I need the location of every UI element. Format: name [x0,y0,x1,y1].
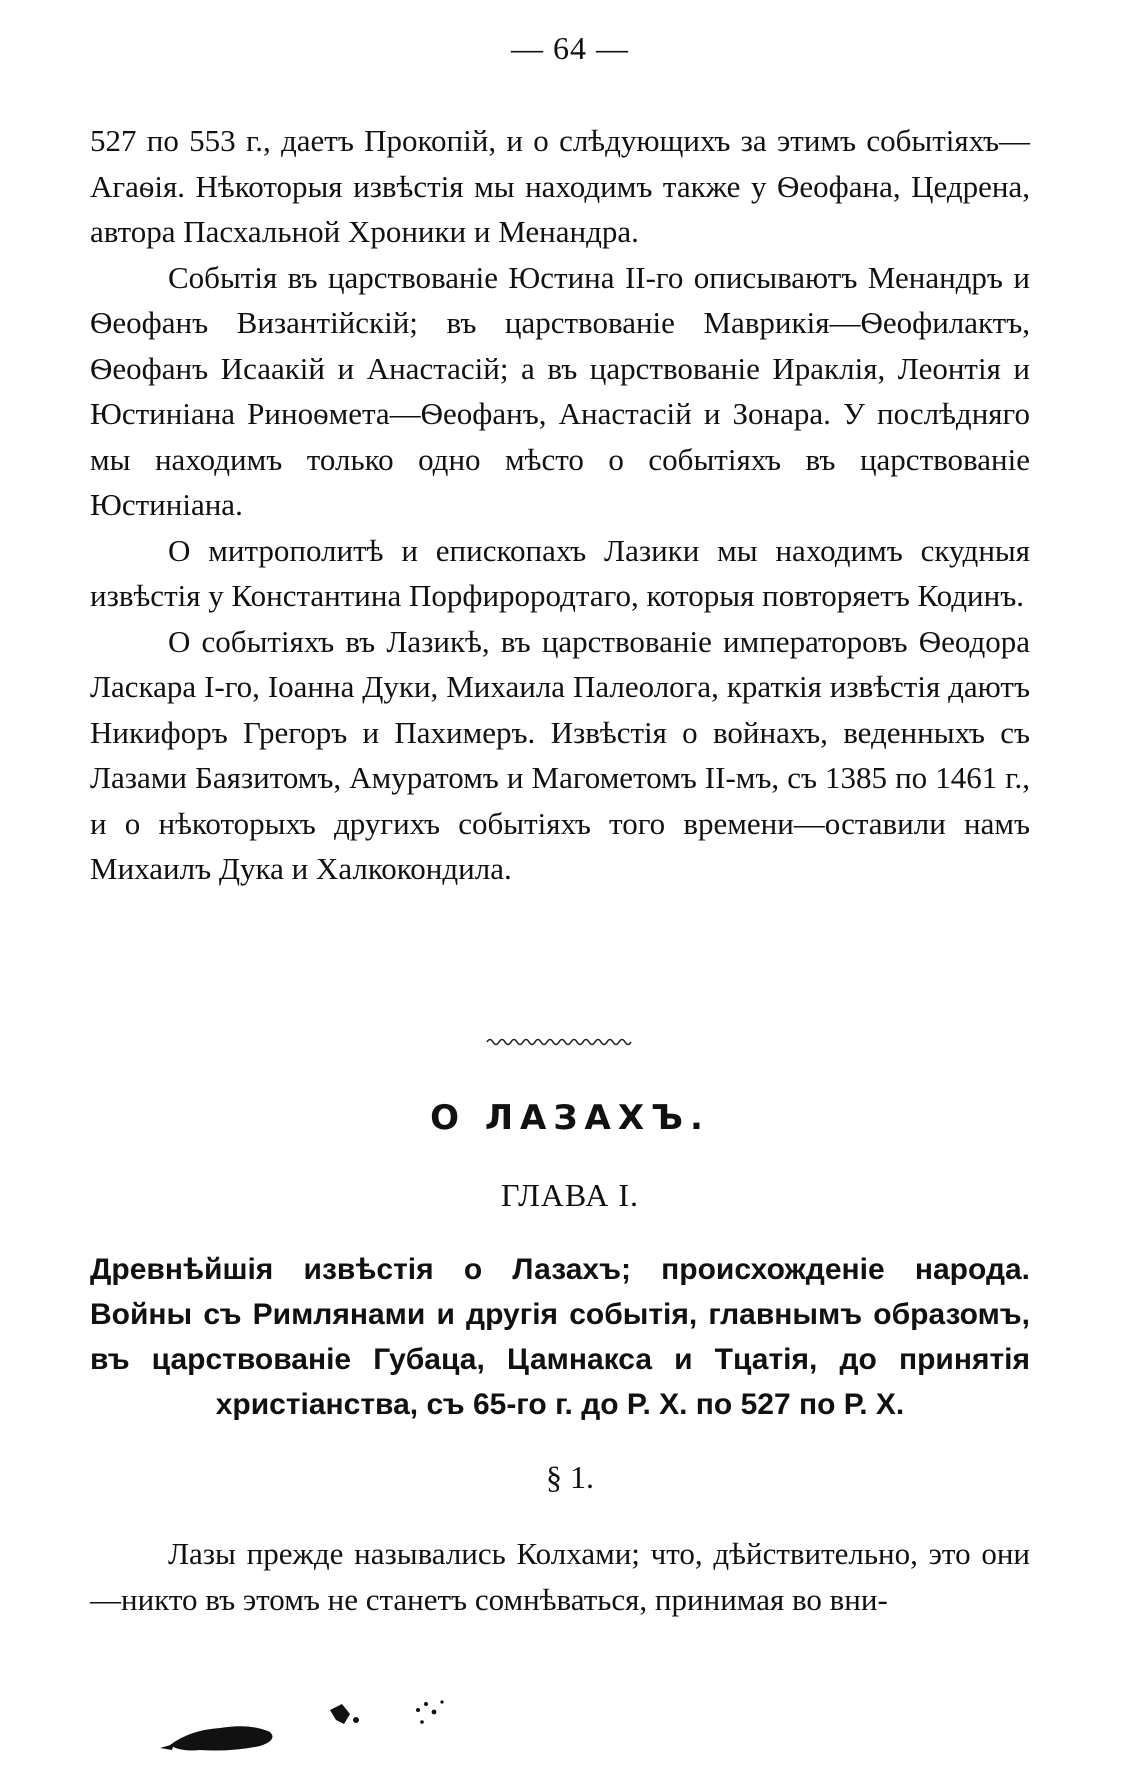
chapter-summary: Древнѣйшія извѣстія о Лазахъ; происхожденіе народа. Войны съ Римлянами и другія событія, главнымъ образомъ, въ царствованіе Губаца, Цамнакса и Тцатія, до принятія христіанства, съ 65-го г. до Р. Х. по 527 по Р. Х. [90,1253,1030,1421]
paragraph-sources-justin: Событія въ царствованіе Юстина II-го описываютъ Менандръ и Ѳеофанъ Византійскій; въ царствованіе Маврикія—Ѳеофилактъ, Ѳеофанъ Исаакій и Анастасій; а въ царствованіе Ираклія, Леонтія и Юстиніана Риноѳмета—Ѳеофанъ, Анастасій и Зонара. У послѣдняго мы находимъ только одно мѣсто о событіяхъ въ царствованіе Юстиніана. [90,259,1030,522]
chapter-title: ГЛАВА I. [501,1177,639,1213]
wavy-ornament-divider [485,1035,635,1049]
page-number: — 64 — [511,30,629,66]
opening-paragraph: Лазы прежде назывались Колхами; что, дѣйствительно, это они—никто въ этомъ не станетъ сомнѣваться, принимая во вни- [90,1536,1030,1617]
section-title: О ЛАЗАХЪ. [430,1098,710,1138]
paragraph-sources-metropolitan: О митрополитѣ и епископахъ Лазики мы находимъ скудныя извѣстія у Константина Порфирородтаго, которыя повторяетъ Кодинъ. [90,532,1030,613]
top-text-block [90,118,1030,892]
paragraph-mark: § 1. [546,1459,594,1495]
print-specks-decoration [160,1690,520,1760]
paragraph-sources-lazika-events: О событіяхъ въ Лазикѣ, въ царствованіе императоровъ Ѳеодора Ласкара I-го, Іоанна Дуки, Михаила Палеолога, краткія извѣстія даютъ Никифоръ Грегоръ и Пахимеръ. Извѣстія о войнахъ, веденныхъ съ Лазами Баязитомъ, Амуратомъ и Магометомъ II-мъ, съ 1385 по 1461 г., и о нѣкоторыхъ другихъ событіяхъ того времени—оставили намъ Михаилъ Дука и Халкокондила. [90,623,1030,886]
paragraph-sources-procopius: 527 по 553 г., даетъ Прокопій, и о слѣдующихъ за этимъ событіяхъ—Агаѳія. Нѣкоторыя извѣстія мы находимъ также у Ѳеофана, Цедрена, автора Пасхальной Хроники и Менандра. [90,123,1030,249]
